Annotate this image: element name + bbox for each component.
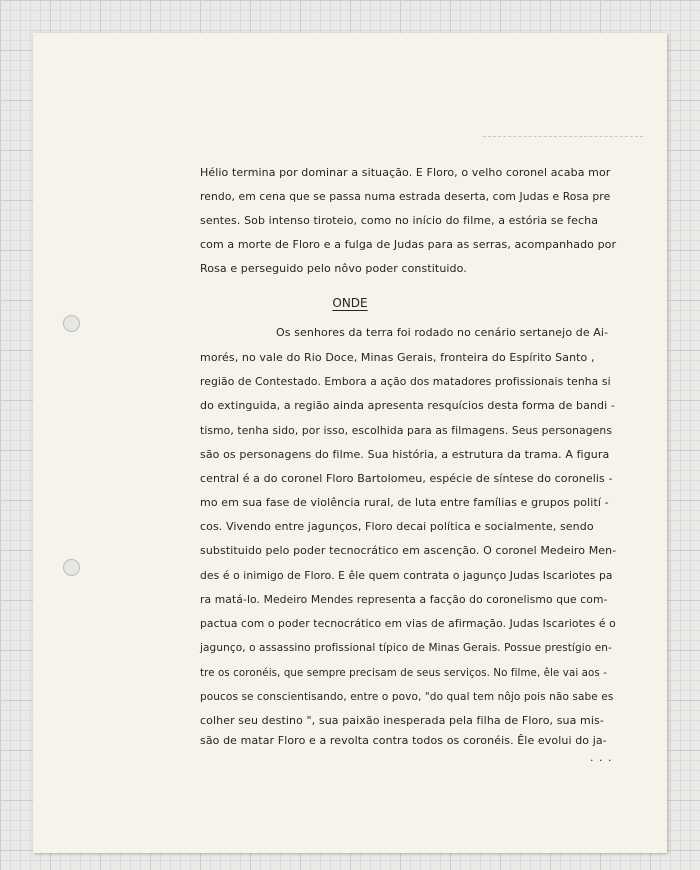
text-line: Hélio termina por dominar a situação. E Floro, o velho coronel acaba mor <box>200 166 611 179</box>
text-line: colher seu destino ", sua paixão inesperada pela filha de Floro, sua mis- <box>200 714 604 727</box>
text-line: cos. Vivendo entre jagunços, Floro decai política e socialmente, sendo <box>200 520 594 533</box>
text-line: pactua com o poder tecnocrático em vias de afirmação. Judas Iscariotes é o <box>200 617 616 630</box>
text-line: rendo, em cena que se passa numa estrada deserta, com Judas e Rosa pre <box>200 190 611 203</box>
text-line: região de Contestado. Embora a ação dos matadores profissionais tenha si <box>200 375 611 388</box>
continuation-dots: . . . <box>590 751 613 764</box>
text-line: central é a do coronel Floro Bartolomeu, espécie de síntese do coronelis - <box>200 472 613 485</box>
text-line: Rosa e perseguido pelo nôvo poder constituido. <box>200 262 467 275</box>
text-line: do extinguida, a região ainda apresenta resquícios desta forma de bandi - <box>200 399 615 412</box>
punch-hole-bottom <box>63 559 80 576</box>
faint-mark <box>483 136 643 137</box>
text-line: são de matar Floro e a revolta contra todos os coronéis. Êle evolui do ja- <box>200 734 607 747</box>
text-line: com a morte de Floro e a fulga de Judas para as serras, acompanhado por <box>200 238 617 251</box>
text-line: tre os coronéis, que sempre precisam de seus serviços. No filme, êle vai aos - <box>200 667 607 679</box>
text-line: poucos se conscientisando, entre o povo, "do qual tem nôjo pois não sabe es <box>200 691 614 703</box>
section-heading <box>33 294 667 312</box>
text-line: são os personagens do filme. Sua história, a estrutura da trama. A figura <box>200 448 610 461</box>
text-line: jagunço, o assassino profissional típico de Minas Gerais. Possue prestígio en- <box>200 642 612 654</box>
typed-page <box>33 33 667 853</box>
text-line: des é o inimigo de Floro. E êle quem contrata o jagunço Judas Iscariotes pa <box>200 569 613 582</box>
text-line: Os senhores da terra foi rodado no cenário sertanejo de Ai- <box>276 326 609 339</box>
text-line: sentes. Sob intenso tiroteio, como no início do filme, a estória se fecha <box>200 214 599 227</box>
text-line: substituido pelo poder tecnocrático em ascenção. O coronel Medeiro Men- <box>200 544 617 557</box>
text-line: mo em sua fase de violência rural, de luta entre famílias e grupos polití - <box>200 496 609 509</box>
text-line: morés, no vale do Rio Doce, Minas Gerais, fronteira do Espírito Santo , <box>200 351 595 364</box>
heading-text: ONDE <box>332 296 368 310</box>
text-line: tismo, tenha sido, por isso, escolhida para as filmagens. Seus personagens <box>200 424 613 437</box>
punch-hole-top <box>63 315 80 332</box>
text-line: ra matá-lo. Medeiro Mendes representa a facção do coronelismo que com- <box>200 593 608 606</box>
